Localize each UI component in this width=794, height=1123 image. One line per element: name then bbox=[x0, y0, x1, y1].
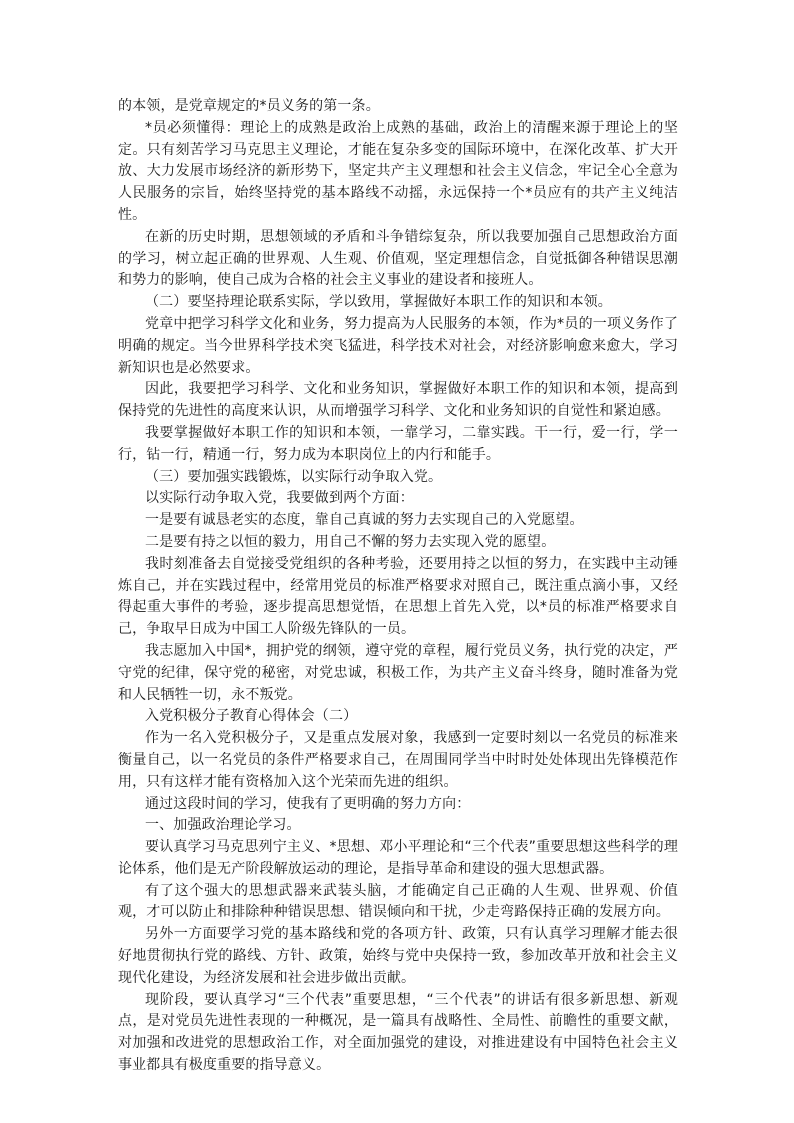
paragraph: 以实际行动争取入党，我要做到两个方面： bbox=[145, 490, 414, 507]
paragraph: 因此，我要把学习科学、文化和业务知识，掌握做好本职工作的知识和本领，提高到保持党的先进性的高度来认识，从而增强学习科学、文化和业务知识的自觉性和紧迫感。 bbox=[118, 381, 678, 420]
article-title: 入党积极分子教育心得体会（二） bbox=[145, 708, 358, 725]
paragraph: 作为一名入党积极分子，又是重点发展对象，我感到一定要时刻以一名党员的标准来衡量自己，以一名党员的条件严格要求自己，在周围同学当中时时处处体现出先锋模范作用，只有这样才能有资格加入这个光荣而先进的组织。 bbox=[118, 730, 678, 790]
paragraph: 我时刻准备去自觉接受党组织的各种考验，还要用持之以恒的努力，在实践中主动锤炼自己，并在实践过程中，经常用党员的标准严格要求对照自己，既注重点滴小事，又经得起重大事件的考验，逐步提高思想觉悟，在思想上首先入党，以*员的标准严格要求自己，争取早日成为中国工人阶级先锋队的一员。 bbox=[118, 555, 678, 638]
paragraph: 二是要有持之以恒的毅力，用自己不懈的努力去实现入党的愿望。 bbox=[145, 533, 556, 550]
paragraph: 党章中把学习科学文化和业务，努力提高为人民服务的本领，作为*员的一项义务作了明确的规定。当今世界科学技术突飞猛进，科学技术对社会，对经济影响愈来愈大，学习新知识也是必然要求。 bbox=[118, 315, 678, 376]
paragraph: 有了这个强大的思想武器来武装头脑，才能确定自己正确的人生观、世界观、价值观，才可以防止和排除种种错误思想、错误倾向和干扰，少走弯路保持正确的发展方向。 bbox=[118, 882, 678, 921]
section-heading: 一、加强政治理论学习。 bbox=[145, 817, 301, 834]
paragraph: *员必须懂得：理论上的成熟是政治上成熟的基础，政治上的清醒来源于理论上的坚定。只有刻苦学习马克思主义理论，才能在复杂多变的国际环境中，在深化改革、扩大开放、大力发展市场经济的新形势下，坚定共产主义理想和社会主义信念，牢记全心全意为人民服务的宗旨，始终坚持党的基本路线不动摇，永远保持一个*员应有的共产主义纯洁性。 bbox=[118, 119, 678, 223]
paragraph: 另外一方面要学习党的基本路线和党的各项方针、政策，只有认真学习理解才能去很好地贯彻执行党的路线、方针、政策，始终与党中央保持一致，参加改革开放和社会主义现代化建设，为经济发展和社会进步做出贡献。 bbox=[118, 926, 678, 986]
section-heading: （二）要坚持理论联系实际，学以致用，掌握做好本职工作的知识和本领。 bbox=[145, 294, 612, 311]
paragraph: 通过这段时间的学习，使我有了更明确的努力方向： bbox=[145, 795, 471, 812]
paragraph: 要认真学习马克思列宁主义、*思想、邓小平理论和“三个代表”重要思想这些科学的理论体系，他们是无产阶段解放运动的理论，是指导革命和建设的强大思想武器。 bbox=[118, 839, 678, 877]
paragraph: 我志愿加入中国*，拥护党的纲领，遵守党的章程，履行党员义务，执行党的决定，严守党的纪律，保守党的秘密，对党忠诚，积极工作，为共产主义奋斗终身，随时准备为党和人民牺牲一切，永不叛党。 bbox=[118, 642, 678, 703]
paragraph: 在新的历史时期，思想领域的矛盾和斗争错综复杂，所以我要加强自己思想政治方面的学习，树立起正确的世界观、人生观、价值观，坚定理想信念，自觉抵御各种错误思潮和势力的影响，使自己成为合格的社会主义事业的建设者和接班人。 bbox=[118, 228, 678, 289]
paragraph: 一是要有诚恳老实的态度，靠自己真诚的努力去实现自己的入党愿望。 bbox=[145, 512, 584, 529]
paragraph: 的本领，是党章规定的*员义务的第一条。 bbox=[118, 98, 380, 114]
document-body bbox=[118, 96, 678, 1077]
paragraph: 我要掌握做好本职工作的知识和本领，一靠学习，二靠实践。干一行，爱一行，学一行，钻一行，精通一行，努力成为本职岗位上的内行和能手。 bbox=[118, 424, 678, 463]
section-heading: （三）要加强实践锻炼，以实际行动争取入党。 bbox=[145, 468, 443, 485]
paragraph: 现阶段，要认真学习“三个代表”重要思想，“三个代表”的讲话有很多新思想、新观点，是对党员先进性表现的一种概况，是一篇具有战略性、全局性、前瞻性的重要文献，对加强和改进党的思想政治工作，对全面加强党的建设，对推进建设有中国特色社会主义事业都具有极度重要的指导意义。 bbox=[118, 991, 678, 1074]
